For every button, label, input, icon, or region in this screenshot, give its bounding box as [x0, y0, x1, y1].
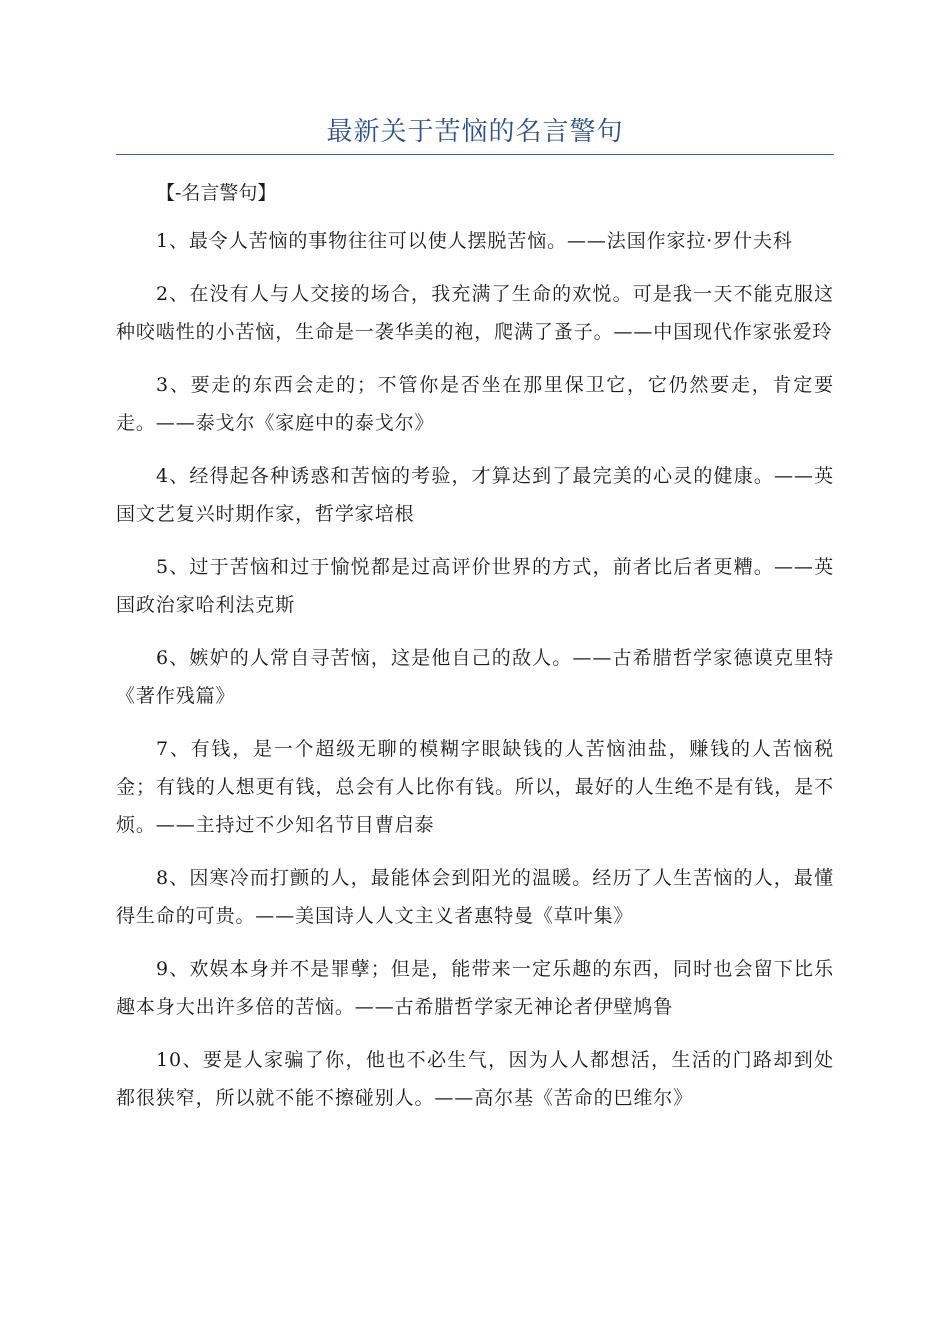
document-body [116, 174, 834, 1132]
document-title: 最新关于苦恼的名言警句 [326, 117, 624, 147]
quote-paragraph: 3、要走的东西会走的；不管你是否坐在那里保卫它，它仍然要走，肯定要走。——泰戈尔《家庭中的泰戈尔》 [116, 374, 834, 434]
quote-paragraph: 9、欢娱本身并不是罪孽；但是，能带来一定乐趣的东西，同时也会留下比乐趣本身大出许多倍的苦恼。——古希腊哲学家无神论者伊壁鸠鲁 [116, 958, 834, 1018]
quote-paragraph: 2、在没有人与人交接的场合，我充满了生命的欢悦。可是我一天不能克服这种咬啮性的小苦恼，生命是一袭华美的袍，爬满了蚤子。——中国现代作家张爱玲 [116, 283, 834, 343]
quote-paragraph: 1、最令人苦恼的事物往往可以使人摆脱苦恼。——法国作家拉·罗什夫科 [156, 230, 793, 252]
section-label: 【-名言警句】 [156, 182, 277, 204]
title-underline [116, 154, 834, 155]
quote-paragraph: 5、过于苦恼和过于愉悦都是过高评价世界的方式，前者比后者更糟。——英国政治家哈利法克斯 [116, 556, 834, 616]
quote-paragraph: 8、因寒冷而打颤的人，最能体会到阳光的温暖。经历了人生苦恼的人，最懂得生命的可贵。——美国诗人人文主义者惠特曼《草叶集》 [116, 867, 834, 927]
quote-paragraph: 6、嫉妒的人常自寻苦恼，这是他自己的敌人。——古希腊哲学家德谟克里特《著作残篇》 [116, 647, 834, 707]
quote-paragraph: 4、经得起各种诱惑和苦恼的考验，才算达到了最完美的心灵的健康。——英国文艺复兴时期作家，哲学家培根 [116, 465, 834, 525]
quote-paragraph: 10、要是人家骗了你，他也不必生气，因为人人都想活，生活的门路却到处都很狭窄，所以就不能不擦碰别人。——高尔基《苦命的巴维尔》 [116, 1049, 834, 1109]
quote-paragraph: 7、有钱，是一个超级无聊的模糊字眼缺钱的人苦恼油盐，赚钱的人苦恼税金；有钱的人想更有钱，总会有人比你有钱。所以，最好的人生绝不是有钱，是不烦。——主持过不少知名节目曹启泰 [116, 738, 834, 836]
